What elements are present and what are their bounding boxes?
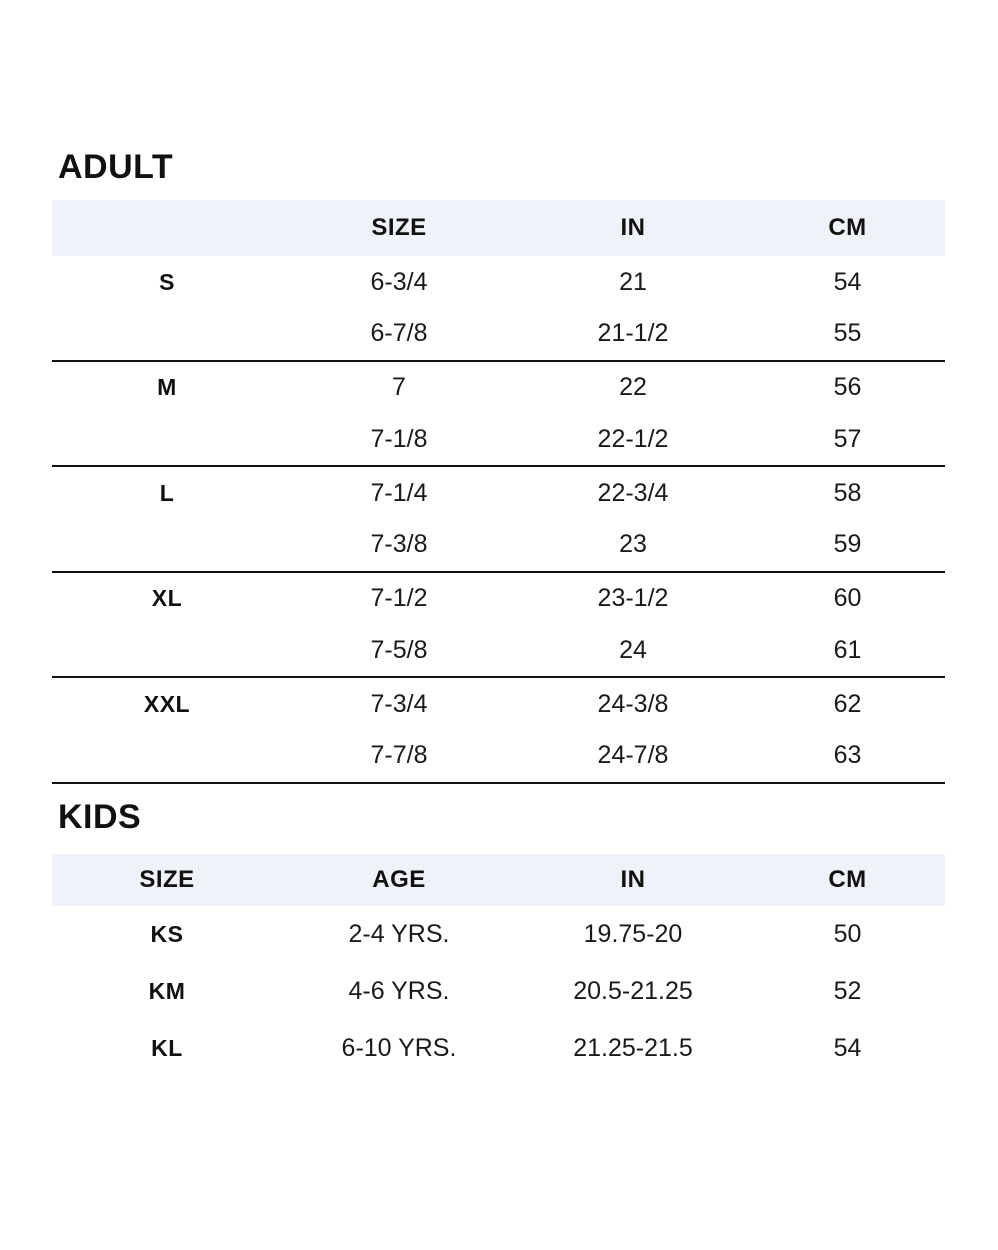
inches-value: 21.25-21.5 — [573, 1034, 693, 1062]
adult-header-in: IN — [620, 214, 646, 241]
adult-size-table — [52, 200, 945, 784]
cm-value: 57 — [833, 424, 862, 453]
hat-size-value: 7-1/8 — [370, 424, 428, 453]
kids-size-table — [52, 854, 945, 1077]
inches-value: 24-3/8 — [597, 689, 669, 718]
cm-value: 56 — [833, 373, 862, 401]
size-label: M — [157, 374, 177, 400]
adult-group-m — [52, 362, 945, 468]
hat-size-value: 7-1/4 — [370, 478, 428, 507]
table-row — [52, 730, 945, 782]
inches-value: 22-3/4 — [597, 478, 669, 507]
hat-size-value: 7 — [392, 373, 406, 401]
table-row — [52, 963, 945, 1020]
kids-size-label: KL — [151, 1035, 183, 1061]
hat-size-value: 7-3/4 — [370, 689, 428, 718]
inches-value: 23 — [619, 530, 647, 559]
inches-value: 21-1/2 — [597, 319, 669, 348]
table-row — [52, 467, 945, 519]
table-row — [52, 906, 945, 963]
inches-value: 24-7/8 — [597, 741, 669, 770]
table-row — [52, 256, 945, 308]
hat-size-value: 7-3/8 — [370, 530, 428, 559]
adult-section-title: ADULT — [58, 148, 174, 186]
adult-table-header — [52, 200, 945, 256]
age-value: 6-10 YRS. — [341, 1034, 457, 1062]
kids-size-label: KM — [148, 978, 186, 1004]
age-value: 4-6 YRS. — [348, 977, 450, 1005]
inches-value: 19.75-20 — [583, 920, 683, 948]
cm-value: 54 — [833, 267, 862, 296]
table-row — [52, 573, 945, 625]
inches-value: 21 — [619, 267, 647, 296]
cm-value: 52 — [833, 977, 862, 1005]
table-row — [52, 678, 945, 730]
adult-group-xxl — [52, 678, 945, 784]
kids-header-in: IN — [620, 866, 646, 893]
inches-value: 22-1/2 — [597, 424, 669, 453]
table-row — [52, 625, 945, 677]
size-label: L — [159, 479, 175, 506]
cm-value: 62 — [833, 689, 862, 718]
kids-table-header — [52, 854, 945, 906]
inches-value: 22 — [619, 373, 647, 401]
adult-group-s — [52, 256, 945, 362]
table-row — [52, 362, 945, 414]
hat-size-value: 6-7/8 — [370, 319, 428, 348]
cm-value: 50 — [833, 920, 862, 948]
cm-value: 59 — [833, 530, 862, 559]
hat-size-value: 7-1/2 — [370, 584, 428, 612]
adult-group-l — [52, 467, 945, 573]
hat-size-value: 6-3/4 — [370, 267, 428, 296]
size-label: XXL — [143, 690, 191, 717]
adult-header-size: SIZE — [371, 214, 427, 241]
table-row — [52, 308, 945, 360]
table-row — [52, 414, 945, 466]
kids-section-title: KIDS — [58, 798, 142, 836]
size-label: S — [159, 268, 175, 295]
cm-value: 55 — [833, 319, 862, 348]
hat-size-value: 7-5/8 — [370, 635, 428, 664]
inches-value: 20.5-21.25 — [573, 977, 693, 1005]
hat-size-value: 7-7/8 — [370, 741, 428, 770]
inches-value: 23-1/2 — [597, 584, 669, 612]
kids-header-age: AGE — [372, 866, 426, 893]
cm-value: 63 — [833, 741, 862, 770]
inches-value: 24 — [619, 635, 647, 664]
age-value: 2-4 YRS. — [348, 920, 450, 948]
kids-size-label: KS — [150, 921, 184, 947]
size-label: XL — [151, 585, 183, 611]
table-row — [52, 519, 945, 571]
adult-header-cm: CM — [828, 214, 867, 241]
adult-group-xl — [52, 573, 945, 679]
cm-value: 54 — [833, 1034, 862, 1062]
cm-value: 60 — [833, 584, 862, 612]
cm-value: 61 — [833, 635, 862, 664]
kids-header-cm: CM — [828, 866, 867, 893]
cm-value: 58 — [833, 478, 862, 507]
table-row — [52, 1020, 945, 1077]
kids-header-size: SIZE — [139, 866, 195, 893]
